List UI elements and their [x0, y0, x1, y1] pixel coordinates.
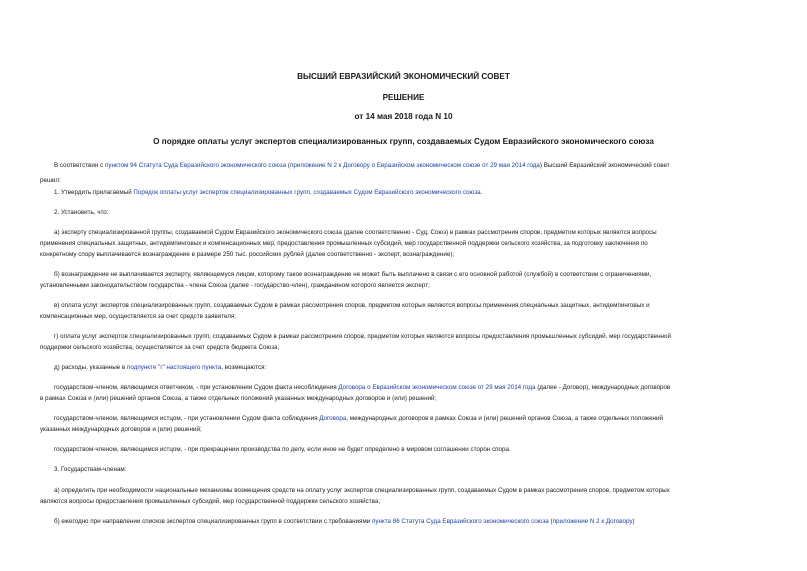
- plaintiff-line-2: указанных международных договоров и (или) решений;: [40, 426, 202, 433]
- preamble-text-1: В соответствии с: [54, 162, 105, 169]
- paragraph-2d: [40, 363, 767, 374]
- statute-86-link[interactable]: пункта 86 Статута Суда Евразийского экономического союза: [371, 518, 549, 525]
- paragraph-2g-line-2: поддержки сельского хозяйства, осуществляется за счет средств бюджета Союза;: [40, 344, 280, 351]
- preamble-text-2: (: [286, 162, 290, 169]
- preamble-text-3: ) Высший Евразийский экономический совет: [539, 162, 670, 169]
- treaty-link[interactable]: Договора о Евразийском экономическом союзе от 29 мая 2014 года: [338, 384, 536, 391]
- org-heading: ВЫСШИЙ ЕВРАЗИЙСКИЙ ЭКОНОМИЧЕСКИЙ СОВЕТ: [297, 72, 510, 81]
- paragraph-3a-line-2: являются вопросы предоставления промышленных субсидий, мер государственной поддержки сельского хозяйства;: [40, 498, 381, 505]
- respondent-line-2: в рамках Союза и (или) решений органов Союза, а также отдельных положений указанных международных договоров и (или) решений;: [40, 395, 437, 402]
- paragraph-2a-line-1: а) эксперту специализированной группы, создаваемой Судом Евразийского экономического союза (далее соответственно - Суд, Союз) в рамках рассмотрения споров, предметом которых являются вопросы: [54, 229, 657, 236]
- paragraph-1: [40, 188, 767, 199]
- preamble: [40, 161, 767, 172]
- paragraph-2b-line-2: установленными законодательством государства - члена Союза (далее - государство-член), гражданином которого является эксперт;: [40, 282, 430, 289]
- resp-text-1: государством-членом, являющимся ответчиком, - при установлении Судом факта несоблюдения: [54, 384, 339, 391]
- plaintiff-line-1: [40, 414, 767, 425]
- p3b-text-1: б) ежегодно при направлении списков экспертов специализированных групп в соответствии с требованиями: [54, 518, 372, 525]
- document-title: О порядке оплаты услуг экспертов специализированных групп, создаваемых Судом Евразийского экономического союза: [153, 137, 654, 146]
- paragraph-3a-line-1: а) определить при необходимости национальные механизмы возмещения средств на оплату услуг экспертов специализированных групп, создаваемых Судом в рамках рассмотрения споров, предметом которых: [54, 487, 670, 494]
- paragraph-2g-line-1: г) оплата услуг экспертов специализированных групп, создаваемых Судом в рамках рассмотрения споров, предметом которых являются вопросы предоставления промышленных субсидий, мер государственной: [54, 333, 671, 340]
- paragraph-2a-line-3: конкретному спору выплачивается вознаграждение в размере 250 тыс. российских рублей (далее соответственно - эксперт, вознаграждение);: [40, 251, 455, 258]
- treaty-short-link[interactable]: Договора: [319, 415, 347, 422]
- p1-text-1: 1. Утвердить прилагаемый: [54, 189, 134, 196]
- annex-link[interactable]: приложение N 2 к Договору о Евразийском экономическом союзе от 29 мая 2014 года: [289, 162, 540, 169]
- p2d-text-2: , возмещаются:: [221, 364, 267, 371]
- paragraph-2: 2. Установить, что:: [54, 209, 109, 216]
- paragraph-3: 3. Государствам-членам:: [54, 466, 127, 473]
- resolved-label: решил:: [40, 177, 61, 184]
- paragraph-2a-line-2: применения специальных защитных, антидемпинговых и компенсационных мер, предоставления промышленных субсидий, мер государственной поддержки сельского хозяйства, за подготовку заключения по: [40, 240, 648, 247]
- annex-short-link[interactable]: приложение N 2 к Договору: [552, 518, 633, 525]
- resp-text-2: (далее - Договор), международных договоров: [535, 384, 671, 391]
- date-line: от 14 мая 2018 года N 10: [354, 112, 453, 121]
- respondent-line-1: [40, 383, 767, 394]
- p3b-text-3: ): [632, 518, 635, 525]
- subparagraph-g-link[interactable]: подпункте "г" настоящего пункта: [126, 364, 222, 371]
- p1-text-2: .: [480, 189, 483, 196]
- paragraph-2v-line-1: в) оплата услуг экспертов специализированных групп, создаваемых Судом в рамках рассмотрения споров, предметом которых являются вопросы применения специальных защитных, антидемпинговых и: [54, 302, 650, 309]
- paragraph-3b: [40, 517, 767, 528]
- statute-link[interactable]: пунктом 94 Статута Суда Евразийского экономического союза: [104, 162, 287, 169]
- plaintiff-text-1: государством-членом, являющимся истцом, - при установлении Судом факта соблюдения: [54, 415, 320, 422]
- plaintiff-text-2: , международных договоров в рамках Союза и (или) решений органов Союза, а также отдельных положений: [346, 415, 663, 422]
- doc-type-heading: РЕШЕНИЕ: [382, 93, 425, 102]
- p3b-text-2: (: [548, 518, 553, 525]
- procedure-link[interactable]: Порядок оплаты услуг экспертов специализированных групп, создаваемых Судом Евразийского экономического союза: [133, 189, 481, 196]
- termination-clause: государством-членом, являющимся истцом, - при прекращении производства по делу, если иное не будет определено в мировом соглашении сторон спора.: [54, 446, 511, 453]
- paragraph-2b-line-1: б) вознаграждение не выплачивается эксперту, являющемуся лицом, которому такое вознаграждение не может быть выплачено в связи с его основной работой (службой) в соответствии с ограничениями,: [54, 271, 652, 278]
- paragraph-2v-line-2: компенсационных мер, осуществляется за счет средств заявителя;: [40, 313, 237, 320]
- p2d-text-1: д) расходы, указанные в: [54, 364, 127, 371]
